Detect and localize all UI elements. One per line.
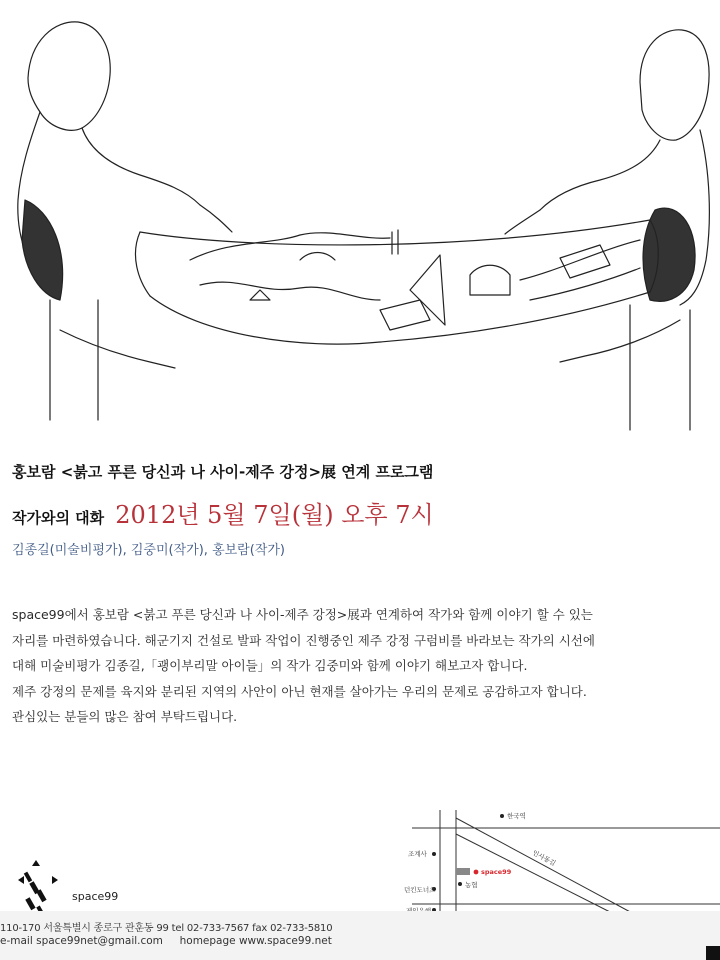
participants: 김종길(미술비평가), 김중미(작가), 홍보람(작가) xyxy=(12,543,286,558)
map-label-space99: space99 xyxy=(481,868,512,876)
map-label-jogyesa: 조계사 xyxy=(408,850,427,858)
map-label-nonghyup: 농협 xyxy=(465,881,478,889)
description-line: 관심있는 분들의 많은 참여 부탁드립니다. xyxy=(12,709,238,724)
description-line: 자리를 마련하였습니다. 해군기지 건설로 발파 작업이 진행중인 제주 강정 구럼비를 바라보는 작가의 시선에 xyxy=(12,632,595,648)
description-line: space99에서 홍보람 <붉고 푸른 당신과 나 사이-제주 강정>展과 연계하여 작가와 함께 이야기 할 수 있는 xyxy=(12,607,593,622)
description-line: 제주 강정의 문제를 육지와 분리된 지역의 사안이 아닌 현재를 살아가는 우리의 문제로 공감하고자 합니다. xyxy=(12,683,587,699)
map-label-dunkin: 던킨도너츠 xyxy=(404,886,436,894)
map-label-insadong: 인사동길 xyxy=(531,848,558,868)
talk-label: 작가와의 대화 xyxy=(12,509,105,527)
description xyxy=(12,602,712,730)
talk-datetime: 2012년 5월 7일(월) 오후 7시 xyxy=(115,501,434,529)
email-value[interactable]: space99net@gmail.com xyxy=(36,935,163,947)
homepage-value[interactable]: www.space99.net xyxy=(238,935,332,947)
email-label: e-mail xyxy=(0,935,33,947)
description-line: 대해 미술비평가 김종길,「괭이부리말 아이들」의 작가 김중미와 함께 이야기 해보고자 합니다. xyxy=(12,658,528,673)
homepage-label: homepage xyxy=(179,935,236,947)
program-title: 홍보람 <붉고 푸른 당신과 나 사이-제주 강정>展 연계 프로그램 xyxy=(12,463,434,481)
illustration-two-figures xyxy=(0,0,720,440)
footer-address: 110-170 서울특별시 종로구 관훈동 99 tel 02-733-7567 fax 02-733-5810 xyxy=(0,923,333,934)
footer-contact xyxy=(0,935,332,947)
map-building-mark xyxy=(456,868,470,875)
map-label-hanguk: 한국역 xyxy=(507,812,526,820)
corner-mark xyxy=(706,946,720,960)
talk-line xyxy=(12,495,434,530)
logo-name: space99 xyxy=(72,890,119,903)
